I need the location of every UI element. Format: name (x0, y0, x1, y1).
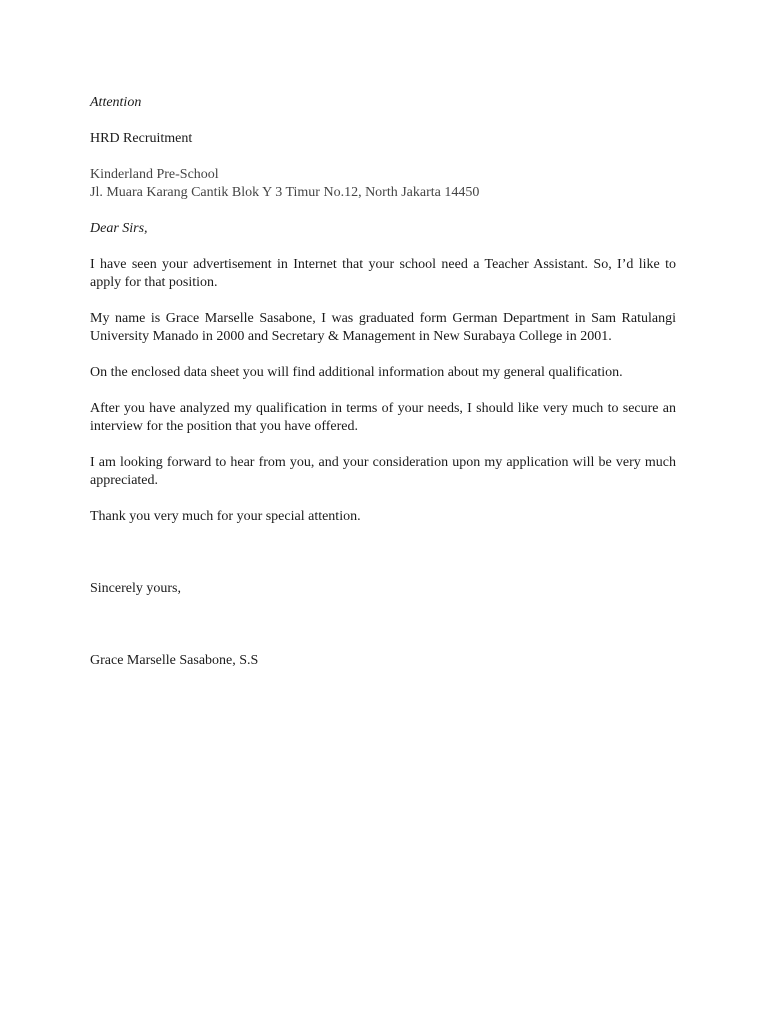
school-address: Jl. Muara Karang Cantik Blok Y 3 Timur No.12, North Jakarta 14450 (90, 185, 480, 200)
body-paragraph-5: I am looking forward to hear from you, and your consideration upon my application will be very much appreciated. (90, 455, 676, 488)
body-paragraph-2: My name is Grace Marselle Sasabone, I was graduated form German Department in Sam Ratulangi University Manado in 2000 and Secretary & Management in New Surabaya College in 2001. (90, 311, 676, 344)
school-name: Kinderland Pre-School (90, 167, 219, 182)
address-block (90, 166, 676, 202)
body-paragraph-3: On the enclosed data sheet you will find additional information about my general qualification. (90, 365, 623, 380)
body-paragraph-6: Thank you very much for your special attention. (90, 509, 361, 524)
salutation: Dear Sirs, (90, 221, 148, 236)
body-paragraph-1: I have seen your advertisement in Internet that your school need a Teacher Assistant. So, I’d like to apply for that position. (90, 257, 676, 290)
signature-name: Grace Marselle Sasabone, S.S (90, 653, 259, 668)
closing: Sincerely yours, (90, 581, 181, 596)
recipient-line: HRD Recruitment (90, 131, 193, 146)
body-paragraph-4: After you have analyzed my qualification in terms of your needs, I should like very much to secure an interview for the position that you have offered. (90, 401, 676, 434)
cover-letter (90, 94, 676, 670)
attention-line: Attention (90, 95, 142, 110)
